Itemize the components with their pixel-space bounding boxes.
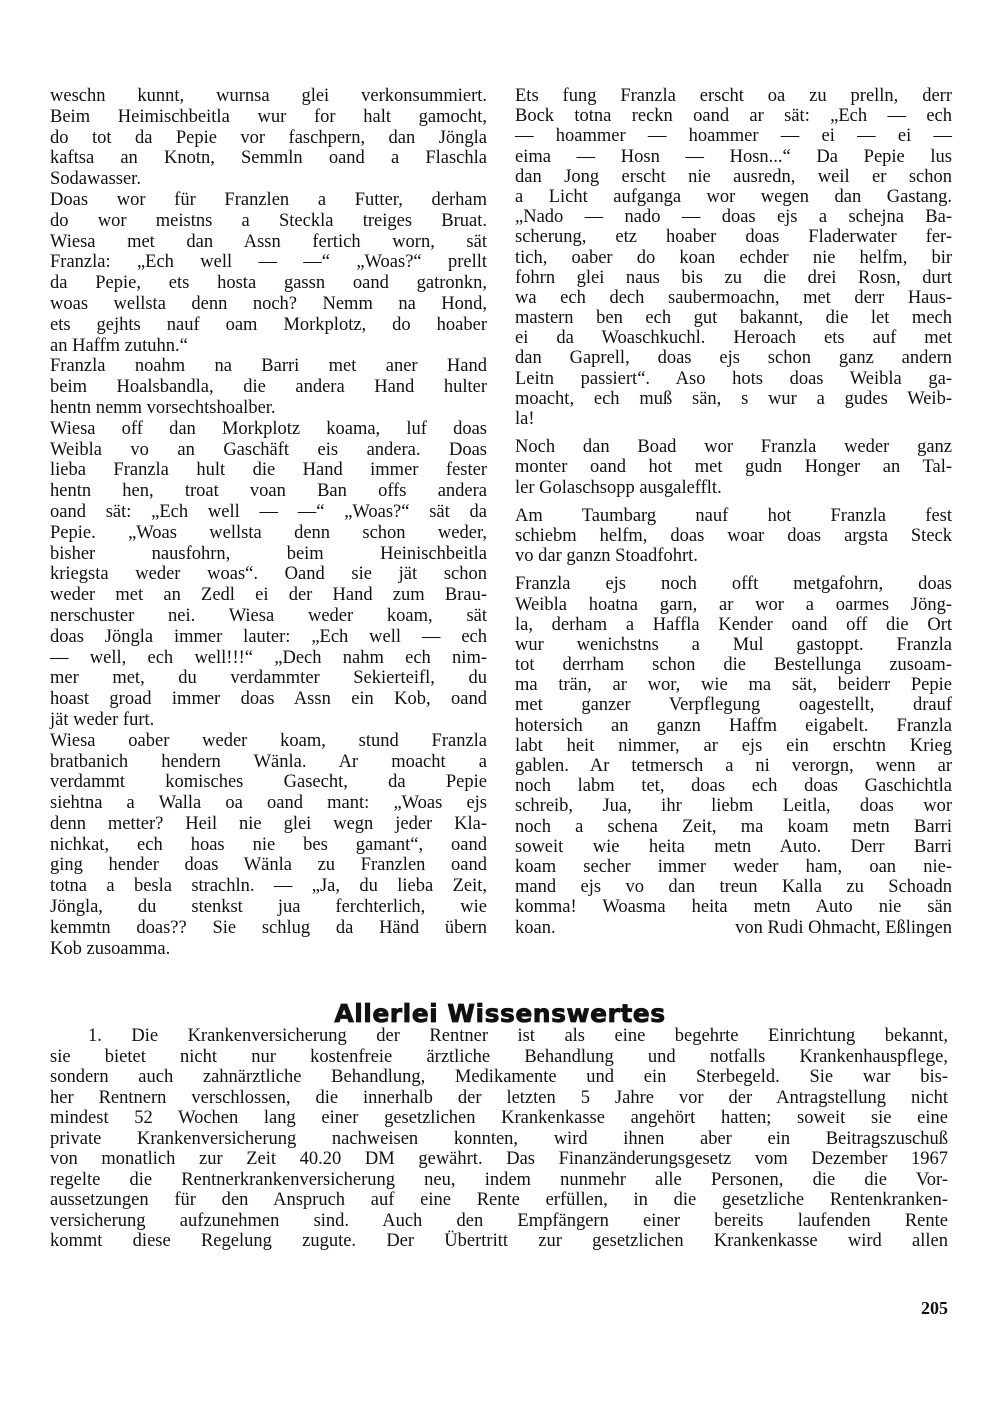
text-line: Franzla ejs noch offt metgafohrn, doas xyxy=(515,574,952,595)
section-body xyxy=(50,1026,948,1252)
text-line: fohrn glei naus bis zu die drei Rosn, durt xyxy=(515,267,952,288)
text-line: kaftsa an Knotn, Semmln oand a Flaschla xyxy=(50,148,487,169)
left-text-column xyxy=(50,86,487,959)
text-line: eima — Hosn — Hosn...“ Da Pepie lus xyxy=(515,146,952,167)
text-line: tot derrham schon die Bestellunga zusoam- xyxy=(515,655,952,676)
text-line: weder met an Zedl ei der Hand zum Brau- xyxy=(50,585,487,606)
text-line: Leitn passiert“. Aso hots doas Weibla ga- xyxy=(515,368,952,389)
text-line: jät weder furt. xyxy=(50,709,155,730)
text-line: her Rentnern verschlossen, die innerhalb der letzten 5 Jahre vor der Antragstellung nicht xyxy=(50,1087,948,1108)
text-line: „Nado — nado — doas ejs a schejna Ba- xyxy=(515,207,952,228)
text-line: 1. Die Krankenversicherung der Rentner ist als eine begehrte Einrichtung bekannt, xyxy=(88,1026,948,1046)
text-line: la! xyxy=(515,409,535,429)
text-line: sie bietet nicht nur kostenfreie ärztliche Behandlung und notfalls Krankenhauspflege, xyxy=(50,1046,948,1067)
text-line: Franzla: „Ech well — —“ „Woas?“ prellt xyxy=(50,252,487,273)
text-line: ets gejhts nauf oam Morkplotz, do hoaber xyxy=(50,314,487,335)
text-line: mer met, du verdammter Sekierteifl, du xyxy=(50,668,487,689)
text-line: komma! Woasma heita metn Auto nie sän xyxy=(515,897,952,918)
text-line: lieba Franzla hult die Hand immer fester xyxy=(50,460,487,481)
text-line: Wiesa off dan Morkplotz koama, luf doas xyxy=(50,418,487,439)
text-line: noch labm tet, doas ech doas Gaschichtla xyxy=(515,776,952,797)
text-line: do tot da Pepie vor faschpern, dan Jöngla xyxy=(50,127,487,148)
page-number: 205 xyxy=(921,1298,948,1318)
text-line: dan Gaprell, doas ejs schon ganz andern xyxy=(515,348,952,369)
text-line: a Licht aufganga wor wegen dan Gastang. xyxy=(515,186,952,207)
signature-line xyxy=(515,918,952,938)
text-line: wa ech dech saubermoachn, met derr Haus- xyxy=(515,287,952,308)
author-byline: von Rudi Ohmacht, Eßlingen xyxy=(735,917,952,938)
text-line: woas wellsta denn noch? Nemm na Hond, xyxy=(50,293,487,314)
text-line: ei da Woaschkuchl. Heroach ets auf met xyxy=(515,328,952,349)
text-line: weschn kunnt, wurnsa glei verkonsummiert. xyxy=(50,86,487,106)
text-line: Weibla vo an Gaschäft eis andera. Doas xyxy=(50,439,487,460)
text-line: mindest 52 Wochen lang einer gesetzlichen Krankenkasse angehört hatten; soweit sie eine xyxy=(50,1108,948,1128)
text-line: — hoammer — hoammer — ei — ei — xyxy=(515,126,952,147)
text-line: von monatlich zur Zeit 40.20 DM gewährt. Das Finanzänderungsgesetz vom Dezember 1967 xyxy=(50,1149,948,1169)
text-line: wur wenichstns a Mul gastoppt. Franzla xyxy=(515,634,952,655)
paragraph xyxy=(50,731,487,960)
text-line: gablen. Ar tetmersch a ni verorgn, wenn ar xyxy=(515,756,952,776)
text-line: tich, oaber do koan echder nie helfm, bir xyxy=(515,247,952,268)
text-line: versicherung aufzunehmen sind. Auch den Empfängern einer bereits laufenden Rente xyxy=(50,1210,948,1231)
paragraph xyxy=(515,574,952,937)
text-line: ma trän, ar wor, wie ma sät, beiderr Pepie xyxy=(515,675,952,696)
text-line: aussetzungen für den Anspruch auf eine Rente erfüllen, in die gesetzliche Rentenkranken- xyxy=(50,1190,948,1210)
text-line: regelte die Rentnerkrankenversicherung neu, indem nunmehr alle Personen, die die Vor- xyxy=(50,1169,948,1190)
text-line: hentn nemm vorsechtshoalber. xyxy=(50,397,276,418)
text-line: an Haffm zutuhn.“ xyxy=(50,335,188,356)
text-line: labt heit nimmer, ar ejs ein erschtn Krieg xyxy=(515,735,952,756)
text-line: Wiesa oaber weder koam, stund Franzla xyxy=(50,730,487,751)
paragraph xyxy=(50,190,487,356)
paragraph xyxy=(515,506,952,567)
text-line: vo dar ganzn Stoadfohrt. xyxy=(515,546,698,567)
text-line: schreib, Jua, ihr liebm Leitla, doas wor xyxy=(515,796,952,817)
text-line: Kob zusoamma. xyxy=(50,938,171,959)
text-line: dan Jong erscht nie ausredn, weil er schon xyxy=(515,166,952,187)
text-line: Noch dan Boad wor Franzla weder ganz xyxy=(515,437,952,458)
closing-word: koan. xyxy=(515,917,556,938)
text-line: — well, ech well!!!“ „Dech nahm ech nim- xyxy=(50,647,487,668)
paragraph xyxy=(50,356,487,418)
section-heading: Allerlei Wissenswertes xyxy=(334,998,666,1028)
text-line: kommt diese Regelung zugute. Der Übertritt zur gesetzlichen Krankenkasse wird allen xyxy=(50,1231,948,1251)
text-line: noch a schena Zeit, ma koam metn Barri xyxy=(515,816,952,837)
paragraph xyxy=(515,437,952,498)
paragraph xyxy=(515,86,952,429)
right-text-column xyxy=(515,86,952,938)
text-line: denn metter? Heil nie glei wegn jeder Kla- xyxy=(50,813,487,834)
text-line: kemmtn doas?? Sie schlug da Händ übern xyxy=(50,917,487,938)
text-line: Doas wor für Franzlen a Futter, derham xyxy=(50,189,487,210)
text-line: la, derham a Haffla Kender oand off die Ort xyxy=(515,614,952,635)
text-line: ging hender doas Wänla zu Franzlen oand xyxy=(50,855,487,876)
text-line: Am Taumbarg nauf hot Franzla fest xyxy=(515,505,952,526)
text-line: Wiesa met dan Assn fertich worn, sät xyxy=(50,231,487,252)
text-line: totna a besla strachln. — „Ja, du lieba Zeit, xyxy=(50,876,487,897)
text-line: soweit wie heita metn Auto. Derr Barri xyxy=(515,836,952,857)
text-line: private Krankenversicherung nachweisen konnten, wird ihnen aber ein Beitragszuschuß xyxy=(50,1128,948,1149)
text-line: scherung, etz hoaber doas Fladerwater fer- xyxy=(515,227,952,248)
text-line: Pepie. „Woas wellsta denn schon weder, xyxy=(50,522,487,543)
text-line: bratbanich hendern Wänla. Ar moacht a xyxy=(50,751,487,772)
text-line: da Pepie, ets hosta gassn oand gatronkn, xyxy=(50,273,487,294)
text-line: Beim Heimischbeitla wur for halt gamocht, xyxy=(50,106,487,127)
text-line: mand ejs vo dan treun Kalla zu Schoadn xyxy=(515,877,952,898)
text-line: Bock totna reckn oand ar sät: „Ech — ech xyxy=(515,106,952,127)
text-line: beim Hoalsbandla, die andera Hand hulter xyxy=(50,377,487,398)
text-line: hotersich an ganzn Haffm eigabelt. Franzla xyxy=(515,715,952,736)
text-line: verdammt komisches Gasecht, da Pepie xyxy=(50,772,487,793)
paragraph xyxy=(50,86,487,190)
text-line: Sodawasser. xyxy=(50,169,141,190)
text-line: hentn hen, troat voan Ban offs andera xyxy=(50,481,487,502)
text-line: met ganzer Verpflegung oagestellt, drauf xyxy=(515,695,952,716)
text-line: moacht, ech muß sän, s wur a gudes Weib- xyxy=(515,388,952,409)
text-line: doas Jöngla immer lauter: „Ech well — ech xyxy=(50,626,487,647)
text-line: do wor meistns a Steckla treiges Bruat. xyxy=(50,210,487,231)
text-line: Weibla hoatna garn, ar wor a oarmes Jöng- xyxy=(515,594,952,615)
text-line: bisher nausfohrn, beim Heinischbeitla xyxy=(50,543,487,564)
text-line: siehtna a Walla oa oand mant: „Woas ejs xyxy=(50,793,487,814)
text-line: nichkat, ech hoas nie bes gamant“, oand xyxy=(50,834,487,855)
text-line: schiebm helfm, doas woar doas argsta Steck xyxy=(515,525,952,546)
text-line: ler Golaschsopp ausgalefflt. xyxy=(515,477,722,498)
text-line: koam secher immer weder ham, oan nie- xyxy=(515,856,952,877)
text-line: mastern ben ech gut bakannt, die let mech xyxy=(515,308,952,329)
text-line: Franzla noahm na Barri met aner Hand xyxy=(50,356,487,377)
text-line: hoast groad immer doas Assn ein Kob, oand xyxy=(50,689,487,710)
text-line: sondern auch zahnärztliche Behandlung, Medikamente und ein Sterbegeld. Sie war bis- xyxy=(50,1067,948,1087)
text-line: Ets fung Franzla erscht oa zu prelln, derr xyxy=(515,86,952,106)
text-line: oand sät: „Ech well — —“ „Woas?“ sät da xyxy=(50,501,487,522)
text-line: monter oand hot met gudn Honger an Tal- xyxy=(515,457,952,478)
text-line: kriegsta weder woas“. Oand sie jät schon xyxy=(50,564,487,585)
paragraph xyxy=(50,419,487,731)
text-line: Jöngla, du stenkst jua ferchterlich, wie xyxy=(50,897,487,918)
text-line: nerschuster nei. Wiesa weder koam, sät xyxy=(50,605,487,626)
